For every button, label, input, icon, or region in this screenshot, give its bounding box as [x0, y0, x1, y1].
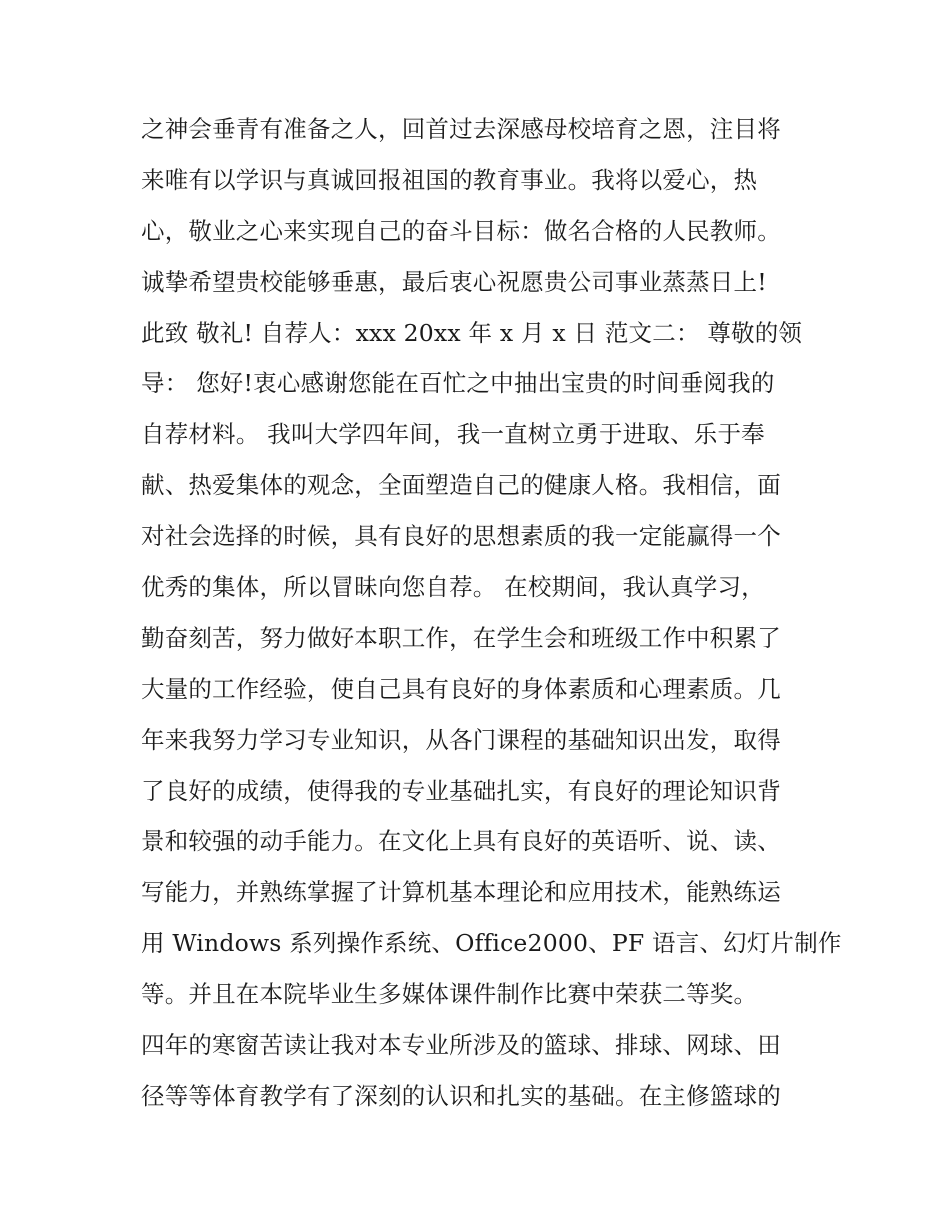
text-line: 了良好的成绩，使得我的专业基础扎实，有良好的理论知识背 — [141, 776, 781, 805]
text-line: 四年的寒窗苦读让我对本专业所涉及的篮球、排球、网球、田 — [141, 1031, 781, 1060]
text-line: 优秀的集体，所以冒昧向您自荐。 在校期间，我认真学习， — [141, 573, 765, 602]
text-line: 此致 敬礼! 自荐人：xxx 20xx 年 x 月 x 日 范文二： 尊敬的领 — [141, 318, 803, 347]
text-line: 之神会垂青有准备之人，回首过去深感母校培育之恩，注目将 — [141, 115, 781, 143]
text-line: 写能力，并熟练掌握了计算机基本理论和应用技术，能熟练运 — [141, 878, 781, 907]
text-line: 用 Windows 系列操作系统、Office2000、PF 语言、幻灯片制作 — [141, 929, 842, 958]
text-line: 等。并且在本院毕业生多媒体课件制作比赛中荣获二等奖。 — [141, 980, 758, 1009]
text-line: 心，敬业之心来实现自己的奋斗目标：做名合格的人民教师。 — [141, 216, 781, 245]
text-line: 年来我努力学习专业知识，从各门课程的基础知识出发，取得 — [141, 725, 781, 754]
text-line: 献、热爱集体的观念，全面塑造自己的健康人格。我相信，面 — [141, 471, 781, 500]
text-line: 景和较强的动手能力。在文化上具有良好的英语听、说、读、 — [141, 827, 781, 856]
text-line: 来唯有以学识与真诚回报祖国的教育事业。我将以爱心，热 — [141, 165, 758, 194]
text-line: 径等等体育教学有了深刻的认识和扎实的基础。在主修篮球的 — [141, 1081, 781, 1110]
text-line: 勤奋刻苦，努力做好本职工作，在学生会和班级工作中积累了 — [141, 623, 781, 652]
text-line: 诚挚希望贵校能够垂惠，最后衷心祝愿贵公司事业蒸蒸日上! — [141, 267, 767, 296]
text-line: 自荐材料。 我叫大学四年间，我一直树立勇于进取、乐于奉 — [141, 420, 765, 449]
text-line: 大量的工作经验，使自己具有良好的身体素质和心理素质。几 — [141, 674, 781, 703]
text-line: 对社会选择的时候，具有良好的思想素质的我一定能赢得一个 — [141, 522, 781, 551]
document-body — [141, 104, 842, 1122]
text-line: 导： 您好!衷心感谢您能在百忙之中抽出宝贵的时间垂阅我的 — [141, 369, 775, 398]
